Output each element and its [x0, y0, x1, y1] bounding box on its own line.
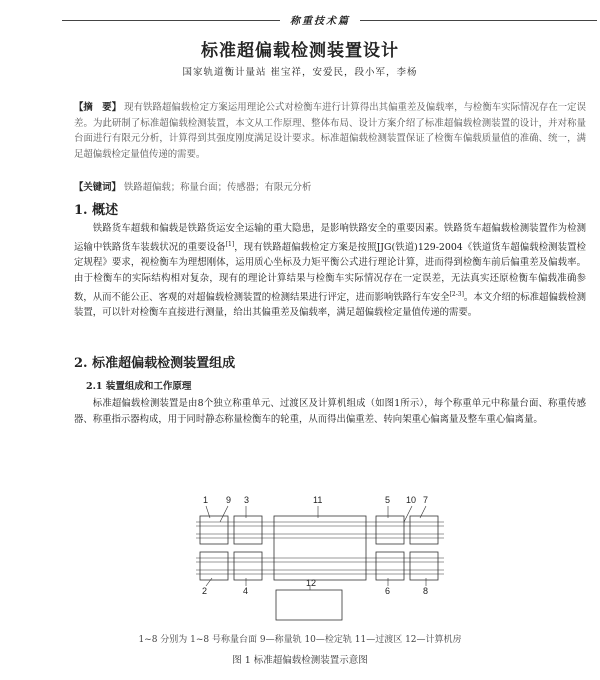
section-2-body: 标准超偏载检测装置是由8个独立称重单元、过渡区及计算机组成（如图1所示），每个称重单元中称量台面、称重传感器、称重指示器构成，用于同时静态称量检衡车的轮重，从而得出偏重差、转向架重心偏离量及整车重心偏离量。: [74, 398, 586, 425]
citation-2-3: [2-3]: [449, 290, 464, 298]
section-1-body: [74, 221, 586, 321]
platform-6: [376, 552, 404, 580]
column-tag: 称重技术篇: [280, 12, 360, 27]
label-12: 12: [306, 578, 317, 588]
intro-text-b: ，现有铁路超偏载检定方案是按照JJG(铁道)129-2004《铁道货车超偏载检测装置检定规程》要求，视检衡车为理想刚体，运用质心坐标及力矩平衡公式进行理论计算，进而得到检衡车前后偏重差及偏载率。由于检衡车的实际结构相对复杂，现有的理论计算结果与检衡车实际情况存在一定误差，无法真实还原检衡车偏载准确参数，从而不能公正、客观的对超偏载检测装置的检测结果进行评定，进而影响铁路行车安全: [74, 241, 586, 303]
abstract: [74, 100, 586, 162]
platform-3: [234, 516, 262, 544]
platform-1: [200, 516, 228, 544]
computer-room: [276, 590, 342, 620]
label-8: 8: [423, 586, 429, 596]
label-1: 1: [203, 495, 209, 505]
platform-5: [376, 516, 404, 544]
section-1-heading: 1. 概述: [74, 203, 119, 218]
abstract-label: 【摘 要】: [74, 102, 122, 113]
label-3: 3: [244, 495, 250, 505]
citation-1: [1]: [225, 240, 235, 248]
platform-2: [200, 552, 228, 580]
paper-title: 标准超偏载检测装置设计: [201, 41, 399, 61]
label-9: 9: [226, 495, 232, 505]
platform-4: [234, 552, 262, 580]
label-10: 10: [406, 495, 417, 505]
platform-8: [410, 552, 438, 580]
platform-7: [410, 516, 438, 544]
section-2-heading: 2. 标准超偏载检测装置组成: [74, 356, 236, 371]
rail-lines: [196, 522, 444, 574]
figure-1-legend: 1~8 分别为 1~8 号称量台面 9—称量轨 10—检定轨 11—过渡区 12—计算机房: [138, 635, 462, 645]
author-line: 国家轨道衡计量站 崔宝祥，安爱民，段小军，李杨: [182, 67, 418, 78]
label-5: 5: [385, 495, 391, 505]
abstract-text: 现有铁路超偏载检定方案运用理论公式对检衡车进行计算得出其偏重差及偏载率，与检衡车实际情况存在一定误差。为此研制了标准超偏载检测装置，本文从工作原理、整体布局、设计方案介绍了标准超偏载检测装置的设计，并对称量台面进行有限元分析，计算得到其强度刚度满足设计要求。标准超偏载检测装置保证了检衡车偏载质量值的准确、统一，满足超偏载检定量值传递的需要。: [74, 102, 586, 160]
figure-1-svg: [190, 490, 450, 638]
figure-1-diagram: [190, 490, 450, 638]
keywords-text: 铁路超偏载；称量台面；传感器；有限元分析: [123, 182, 312, 193]
figure-1-caption: 图 1 标准超偏载检测装置示意图: [232, 655, 368, 666]
keywords-label: 【关键词】: [74, 182, 121, 193]
label-7: 7: [423, 495, 429, 505]
intro-text-c: 。本文介绍的标准超偏载检测装置，可以针对检衡车直接进行测量，给出其偏重差及偏载率，满足超偏载检定量值传递的需要。: [74, 291, 586, 319]
label-11: 11: [313, 495, 323, 505]
label-4: 4: [243, 586, 249, 596]
intro-text-a: 铁路货车超载和偏载是铁路货运安全运输的重大隐患，是影响铁路安全的重要因素。铁路货车超偏载检测装置作为检测运输中铁路货车装载状况的重要设备: [74, 223, 586, 253]
label-2: 2: [202, 586, 208, 596]
section-2-1-heading: 2.1 装置组成和工作原理: [86, 381, 192, 392]
keywords: [74, 180, 586, 196]
label-6: 6: [385, 586, 391, 596]
running-header: [62, 10, 597, 30]
transition-zone: [274, 516, 366, 580]
